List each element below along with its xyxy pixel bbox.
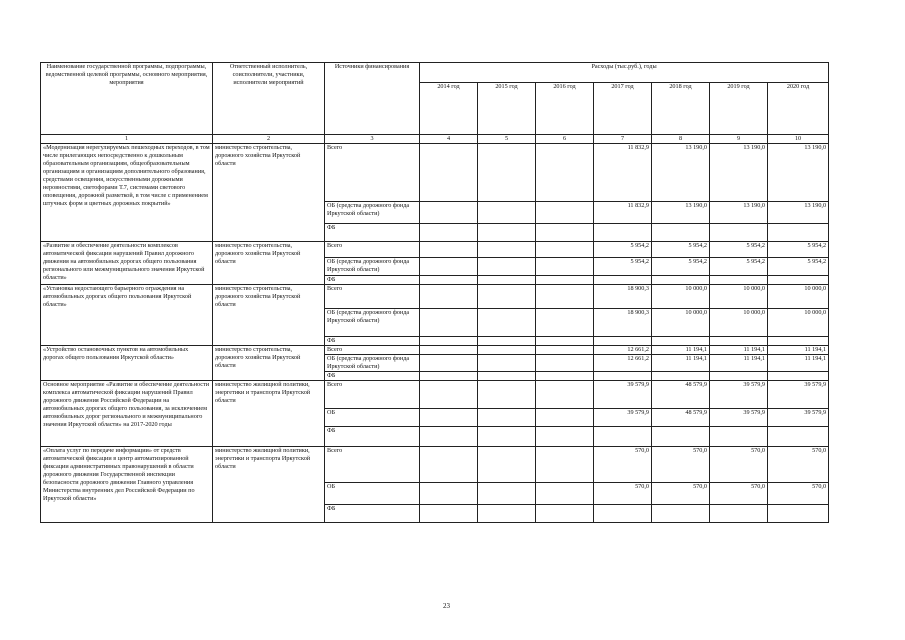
amount-cell-empty [478, 285, 536, 309]
header-year: 2017 год [594, 83, 652, 135]
measure-executor: министерство строительства, дорожного хозяйства Иркутской области [213, 285, 325, 346]
funding-source: Всего [325, 144, 420, 202]
header-year: 2014 год [420, 83, 478, 135]
amount-cell [768, 372, 829, 381]
amount-cell [594, 337, 652, 346]
column-number: 3 [325, 135, 420, 144]
amount-cell [594, 372, 652, 381]
amount-cell: 570,0 [652, 447, 710, 483]
funding-source: Всего [325, 346, 420, 355]
amount-cell-empty [478, 144, 536, 202]
amount-cell: 5 954,2 [652, 242, 710, 258]
column-number: 8 [652, 135, 710, 144]
budget-table [40, 62, 829, 523]
amount-cell [710, 224, 768, 242]
amount-cell-empty [420, 224, 478, 242]
amount-cell: 5 954,2 [710, 242, 768, 258]
amount-cell-empty [420, 285, 478, 309]
amount-cell-empty [536, 346, 594, 355]
measure-executor: министерство строительства, дорожного хозяйства Иркутской области [213, 144, 325, 242]
amount-cell: 11 832,9 [594, 202, 652, 224]
amount-cell [710, 505, 768, 523]
column-number: 2 [213, 135, 325, 144]
column-number: 7 [594, 135, 652, 144]
amount-cell [652, 337, 710, 346]
amount-cell-empty [478, 409, 536, 427]
amount-cell-empty [420, 276, 478, 285]
measure-name: «Устройство остановочных пунктов на автомобильных дорогах общего пользования Иркутской области» [41, 346, 213, 381]
funding-source: ОБ (средства дорожного фонда Иркутской области) [325, 309, 420, 337]
amount-cell: 39 579,9 [768, 409, 829, 427]
amount-cell-empty [420, 427, 478, 447]
amount-cell: 5 954,2 [594, 242, 652, 258]
measure-name: «Модернизация нерегулируемых пешеходных переходов, в том числе прилегающих непосредственно к дошкольным образовательным организациям, общеобразовательным организациям и организациям дополнительного образования, средствами освещения, искусственными дорожными неровностями, светофорами Т.7, системами светового оповещения, дорожной разметкой, в том числе с применением штучных форм и цветных дорожных покрытий» [41, 144, 213, 242]
funding-source: ФБ [325, 427, 420, 447]
amount-cell-empty [420, 144, 478, 202]
measure-name: Основное мероприятие «Развитие и обеспечение деятельности комплекса автоматической фиксации нарушений Правил дорожного движения Российской Федерации на автомобильных дорогах общего пользования, за исключением автомобильных дорог регионального и межмуниципального значения Иркутской области» на 2017-2020 годы [41, 381, 213, 447]
measure-name: «Оплата услуг по передаче информации» от средств автоматической фиксации в центр автоматизированной фиксации административных правонарушений в области дорожного движения Государственной инспекции безопасности дорожного движения Главного управления Министерства внутренних дел Российской Федерации по Иркутской области» [41, 447, 213, 523]
measure-name: «Установка недостающего барьерного ограждения на автомобильных дорогах общего пользования Иркутской области» [41, 285, 213, 346]
amount-cell-empty [536, 409, 594, 427]
amount-cell-empty [478, 346, 536, 355]
amount-cell-empty [478, 505, 536, 523]
amount-cell: 5 954,2 [652, 258, 710, 276]
amount-cell [710, 337, 768, 346]
header-name: Наименование государственной программы, подпрограммы, ведомственной целевой программы, основного мероприятия, мероприятия [41, 63, 213, 135]
header-expenses: Расходы (тыс.руб.), годы [420, 63, 829, 83]
funding-source: Всего [325, 285, 420, 309]
amount-cell: 10 000,0 [768, 285, 829, 309]
table-row [41, 381, 829, 409]
amount-cell-empty [420, 381, 478, 409]
amount-cell [768, 427, 829, 447]
column-number: 10 [768, 135, 829, 144]
amount-cell-empty [536, 276, 594, 285]
amount-cell: 570,0 [594, 447, 652, 483]
amount-cell: 13 190,0 [652, 202, 710, 224]
column-number: 9 [710, 135, 768, 144]
amount-cell-empty [536, 447, 594, 483]
amount-cell-empty [536, 144, 594, 202]
amount-cell-empty [536, 242, 594, 258]
amount-cell-empty [536, 381, 594, 409]
header-year: 2015 год [478, 83, 536, 135]
amount-cell: 570,0 [652, 483, 710, 505]
amount-cell [594, 505, 652, 523]
amount-cell-empty [536, 202, 594, 224]
amount-cell: 18 900,3 [594, 309, 652, 337]
table-row [41, 346, 829, 355]
amount-cell-empty [536, 372, 594, 381]
amount-cell: 10 000,0 [652, 285, 710, 309]
amount-cell: 13 190,0 [768, 202, 829, 224]
funding-source: ОБ (средства дорожного фонда Иркутской области) [325, 355, 420, 372]
amount-cell: 570,0 [710, 447, 768, 483]
amount-cell: 11 194,1 [710, 346, 768, 355]
amount-cell: 10 000,0 [652, 309, 710, 337]
header-year: 2016 год [536, 83, 594, 135]
funding-source: Всего [325, 242, 420, 258]
amount-cell: 5 954,2 [768, 258, 829, 276]
amount-cell: 570,0 [594, 483, 652, 505]
funding-source: Всего [325, 447, 420, 483]
amount-cell [652, 505, 710, 523]
measure-name: «Развитие и обеспечение деятельности комплексов автоматической фиксации нарушений Правил дорожного движения на автомобильных дорогах общего пользования регионального или межмуниципального значения Иркутской области» [41, 242, 213, 285]
amount-cell: 39 579,9 [768, 381, 829, 409]
measure-executor: министерство строительства, дорожного хозяйства Иркутской области [213, 242, 325, 285]
amount-cell: 10 000,0 [768, 309, 829, 337]
amount-cell-empty [478, 427, 536, 447]
amount-cell: 11 194,1 [652, 355, 710, 372]
header-year: 2020 год [768, 83, 829, 135]
amount-cell-empty [536, 337, 594, 346]
funding-source: ФБ [325, 276, 420, 285]
amount-cell-empty [420, 372, 478, 381]
amount-cell-empty [536, 483, 594, 505]
amount-cell [652, 372, 710, 381]
amount-cell-empty [478, 276, 536, 285]
amount-cell-empty [420, 242, 478, 258]
amount-cell: 11 194,1 [710, 355, 768, 372]
amount-cell [710, 427, 768, 447]
amount-cell-empty [478, 202, 536, 224]
column-number: 4 [420, 135, 478, 144]
amount-cell-empty [478, 355, 536, 372]
amount-cell [594, 224, 652, 242]
table-row [41, 447, 829, 483]
amount-cell [652, 276, 710, 285]
amount-cell: 39 579,9 [710, 409, 768, 427]
amount-cell: 12 661,2 [594, 355, 652, 372]
amount-cell: 5 954,2 [594, 258, 652, 276]
amount-cell: 10 000,0 [710, 285, 768, 309]
amount-cell: 48 579,9 [652, 381, 710, 409]
amount-cell-empty [420, 505, 478, 523]
table-row [41, 144, 829, 202]
amount-cell: 570,0 [768, 447, 829, 483]
header-year: 2018 год [652, 83, 710, 135]
amount-cell: 13 190,0 [710, 202, 768, 224]
amount-cell: 13 190,0 [768, 144, 829, 202]
funding-source: ФБ [325, 372, 420, 381]
amount-cell: 39 579,9 [710, 381, 768, 409]
amount-cell-empty [478, 224, 536, 242]
amount-cell: 11 832,9 [594, 144, 652, 202]
amount-cell: 18 900,3 [594, 285, 652, 309]
funding-source: Всего [325, 381, 420, 409]
header-executor: Ответственный исполнитель, соисполнители, участники, исполнители мероприятий [213, 63, 325, 135]
amount-cell-empty [420, 355, 478, 372]
amount-cell-empty [420, 337, 478, 346]
amount-cell-empty [536, 427, 594, 447]
funding-source: ФБ [325, 337, 420, 346]
amount-cell: 5 954,2 [768, 242, 829, 258]
amount-cell: 39 579,9 [594, 409, 652, 427]
amount-cell-empty [536, 355, 594, 372]
amount-cell-empty [478, 372, 536, 381]
amount-cell [710, 276, 768, 285]
amount-cell-empty [478, 381, 536, 409]
amount-cell-empty [478, 447, 536, 483]
amount-cell-empty [478, 242, 536, 258]
amount-cell-empty [536, 505, 594, 523]
amount-cell-empty [420, 258, 478, 276]
amount-cell: 12 661,2 [594, 346, 652, 355]
amount-cell-empty [420, 309, 478, 337]
funding-source: ОБ [325, 409, 420, 427]
amount-cell: 39 579,9 [594, 381, 652, 409]
column-number: 6 [536, 135, 594, 144]
amount-cell: 11 194,1 [652, 346, 710, 355]
amount-cell [768, 337, 829, 346]
header-year: 2019 год [710, 83, 768, 135]
amount-cell-empty [536, 224, 594, 242]
header-source: Источники финансирования [325, 63, 420, 135]
amount-cell [594, 276, 652, 285]
amount-cell-empty [420, 483, 478, 505]
funding-source: ОБ [325, 483, 420, 505]
amount-cell-empty [420, 447, 478, 483]
amount-cell-empty [536, 285, 594, 309]
amount-cell: 570,0 [768, 483, 829, 505]
page-number: 23 [443, 602, 450, 610]
column-number: 5 [478, 135, 536, 144]
amount-cell-empty [420, 202, 478, 224]
table-row [41, 285, 829, 309]
table-row [41, 242, 829, 258]
amount-cell-empty [478, 337, 536, 346]
amount-cell-empty [478, 309, 536, 337]
amount-cell [768, 224, 829, 242]
amount-cell: 11 194,1 [768, 355, 829, 372]
amount-cell: 11 194,1 [768, 346, 829, 355]
amount-cell-empty [420, 409, 478, 427]
amount-cell [768, 276, 829, 285]
measure-executor: министерство жилищной политики, энергетики и транспорта Иркутской области [213, 381, 325, 447]
amount-cell: 10 000,0 [710, 309, 768, 337]
amount-cell: 13 190,0 [710, 144, 768, 202]
amount-cell-empty [478, 258, 536, 276]
measure-executor: министерство жилищной политики, энергетики и транспорта Иркутской области [213, 447, 325, 523]
amount-cell [652, 427, 710, 447]
amount-cell: 570,0 [710, 483, 768, 505]
amount-cell [652, 224, 710, 242]
amount-cell: 48 579,9 [652, 409, 710, 427]
amount-cell-empty [478, 483, 536, 505]
funding-source: ОБ (средства дорожного фонда Иркутской области) [325, 258, 420, 276]
funding-source: ФБ [325, 505, 420, 523]
measure-executor: министерство строительства, дорожного хозяйства Иркутской области [213, 346, 325, 381]
amount-cell-empty [536, 309, 594, 337]
funding-source: ФБ [325, 224, 420, 242]
column-number: 1 [41, 135, 213, 144]
amount-cell-empty [536, 258, 594, 276]
amount-cell: 5 954,2 [710, 258, 768, 276]
amount-cell: 13 190,0 [652, 144, 710, 202]
amount-cell [594, 427, 652, 447]
amount-cell [768, 505, 829, 523]
amount-cell [710, 372, 768, 381]
amount-cell-empty [420, 346, 478, 355]
funding-source: ОБ (средства дорожного фонда Иркутской области) [325, 202, 420, 224]
